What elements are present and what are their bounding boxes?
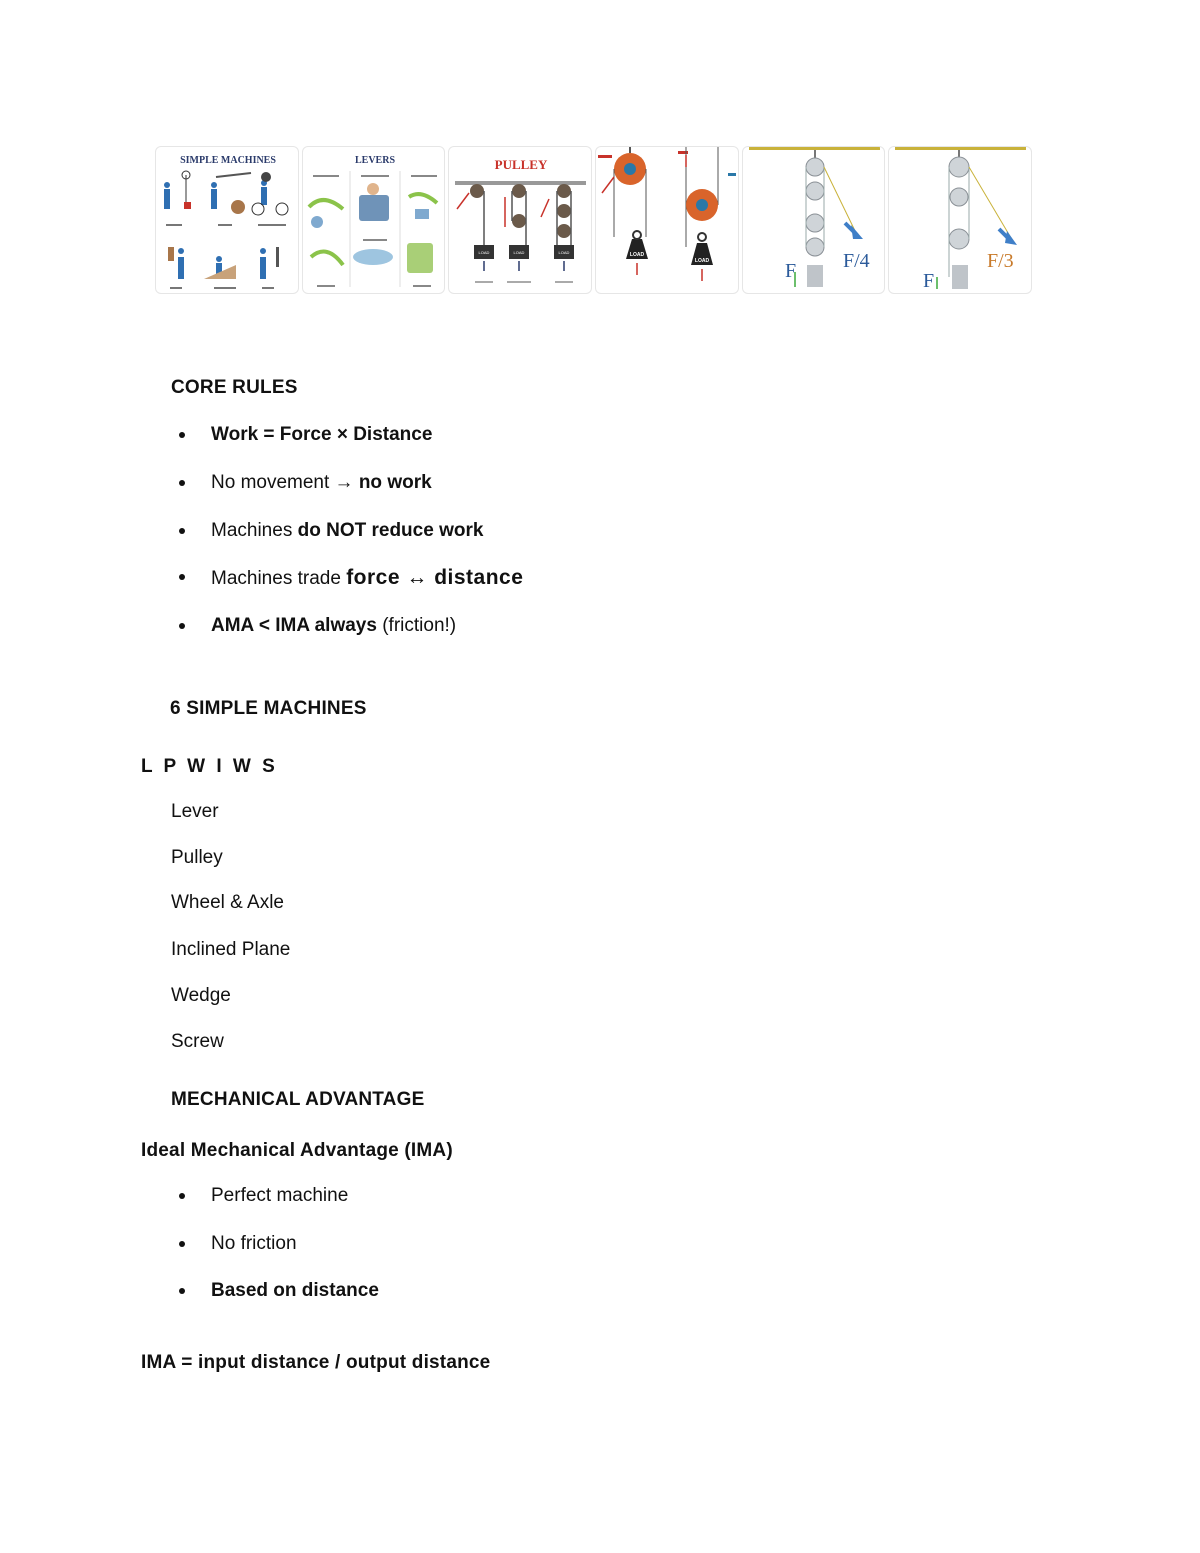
emphasis-text: Work = Force × Distance <box>211 424 433 445</box>
plain-text: Machines <box>211 520 298 541</box>
bullet-icon <box>179 1288 185 1294</box>
bullet-icon <box>179 623 185 629</box>
force-label: F <box>784 260 796 282</box>
bullet-icon <box>179 432 185 438</box>
simple-machines-poster-image[interactable] <box>155 146 299 294</box>
bullet-icon <box>179 528 185 534</box>
ima-item-based-on-distance: Based on distance <box>211 1280 379 1301</box>
plain-text: (friction!) <box>376 615 457 636</box>
core-rules-heading: CORE RULES <box>171 377 298 398</box>
emphasis-text: force ↔ distance <box>346 566 524 589</box>
levers-title: LEVERS <box>354 155 395 166</box>
bullet-icon <box>179 480 185 486</box>
core-rule-item <box>211 472 432 494</box>
block-and-tackle-f3-image[interactable] <box>888 146 1032 294</box>
pulley-poster-image[interactable] <box>448 146 592 294</box>
core-rule-item <box>211 615 456 637</box>
bullet-icon <box>179 1193 185 1199</box>
simple-machines-heading: 6 SIMPLE MACHINES <box>170 698 367 719</box>
machine-item-lever: Lever <box>171 801 219 822</box>
plain-text: No movement → <box>211 472 359 493</box>
ima-item-perfect-machine: Perfect machine <box>211 1185 349 1206</box>
fixed-pulley-load-label: LOAD <box>629 252 645 258</box>
emphasis-text: no work <box>358 472 432 493</box>
core-rule-item <box>211 424 432 446</box>
machine-item-pulley: Pulley <box>171 847 223 868</box>
pulley-title: PULLEY <box>494 157 548 172</box>
force-label: F <box>923 270 935 292</box>
force-fraction-label: F/4 <box>842 250 870 272</box>
machine-item-wheel-axle: Wheel & Axle <box>171 892 284 913</box>
image-strip <box>155 146 1032 294</box>
core-rule-item <box>211 566 523 590</box>
machine-item-inclined-plane: Inclined Plane <box>171 939 291 960</box>
levers-poster-image[interactable] <box>302 146 446 294</box>
movable-pulley-load-label: LOAD <box>694 258 710 264</box>
ima-item-no-friction: No friction <box>211 1233 297 1254</box>
pulley-load-label: LOAD <box>513 250 525 255</box>
ima-formula: IMA = input distance / output distance <box>141 1352 491 1373</box>
bullet-icon <box>179 1241 185 1247</box>
ima-heading: Ideal Mechanical Advantage (IMA) <box>141 1140 453 1161</box>
pulley-load-label: LOAD <box>558 250 570 255</box>
machine-item-wedge: Wedge <box>171 985 231 1006</box>
mechanical-advantage-heading: MECHANICAL ADVANTAGE <box>171 1089 425 1110</box>
fixed-movable-pulley-image[interactable] <box>595 146 739 294</box>
mnemonic: L P W I W S <box>141 756 278 777</box>
poster-title: SIMPLE MACHINES <box>180 155 276 166</box>
bullet-icon <box>179 574 185 580</box>
plain-text: Machines trade <box>211 568 347 589</box>
block-and-tackle-f4-image[interactable] <box>742 146 886 294</box>
machine-item-screw: Screw <box>171 1031 224 1052</box>
core-rule-item <box>211 520 483 542</box>
pulley-load-label: LOAD <box>478 250 490 255</box>
force-fraction-label: F/3 <box>987 250 1015 272</box>
emphasis-text: AMA < IMA always <box>211 615 377 636</box>
emphasis-text: do NOT reduce work <box>297 520 484 541</box>
